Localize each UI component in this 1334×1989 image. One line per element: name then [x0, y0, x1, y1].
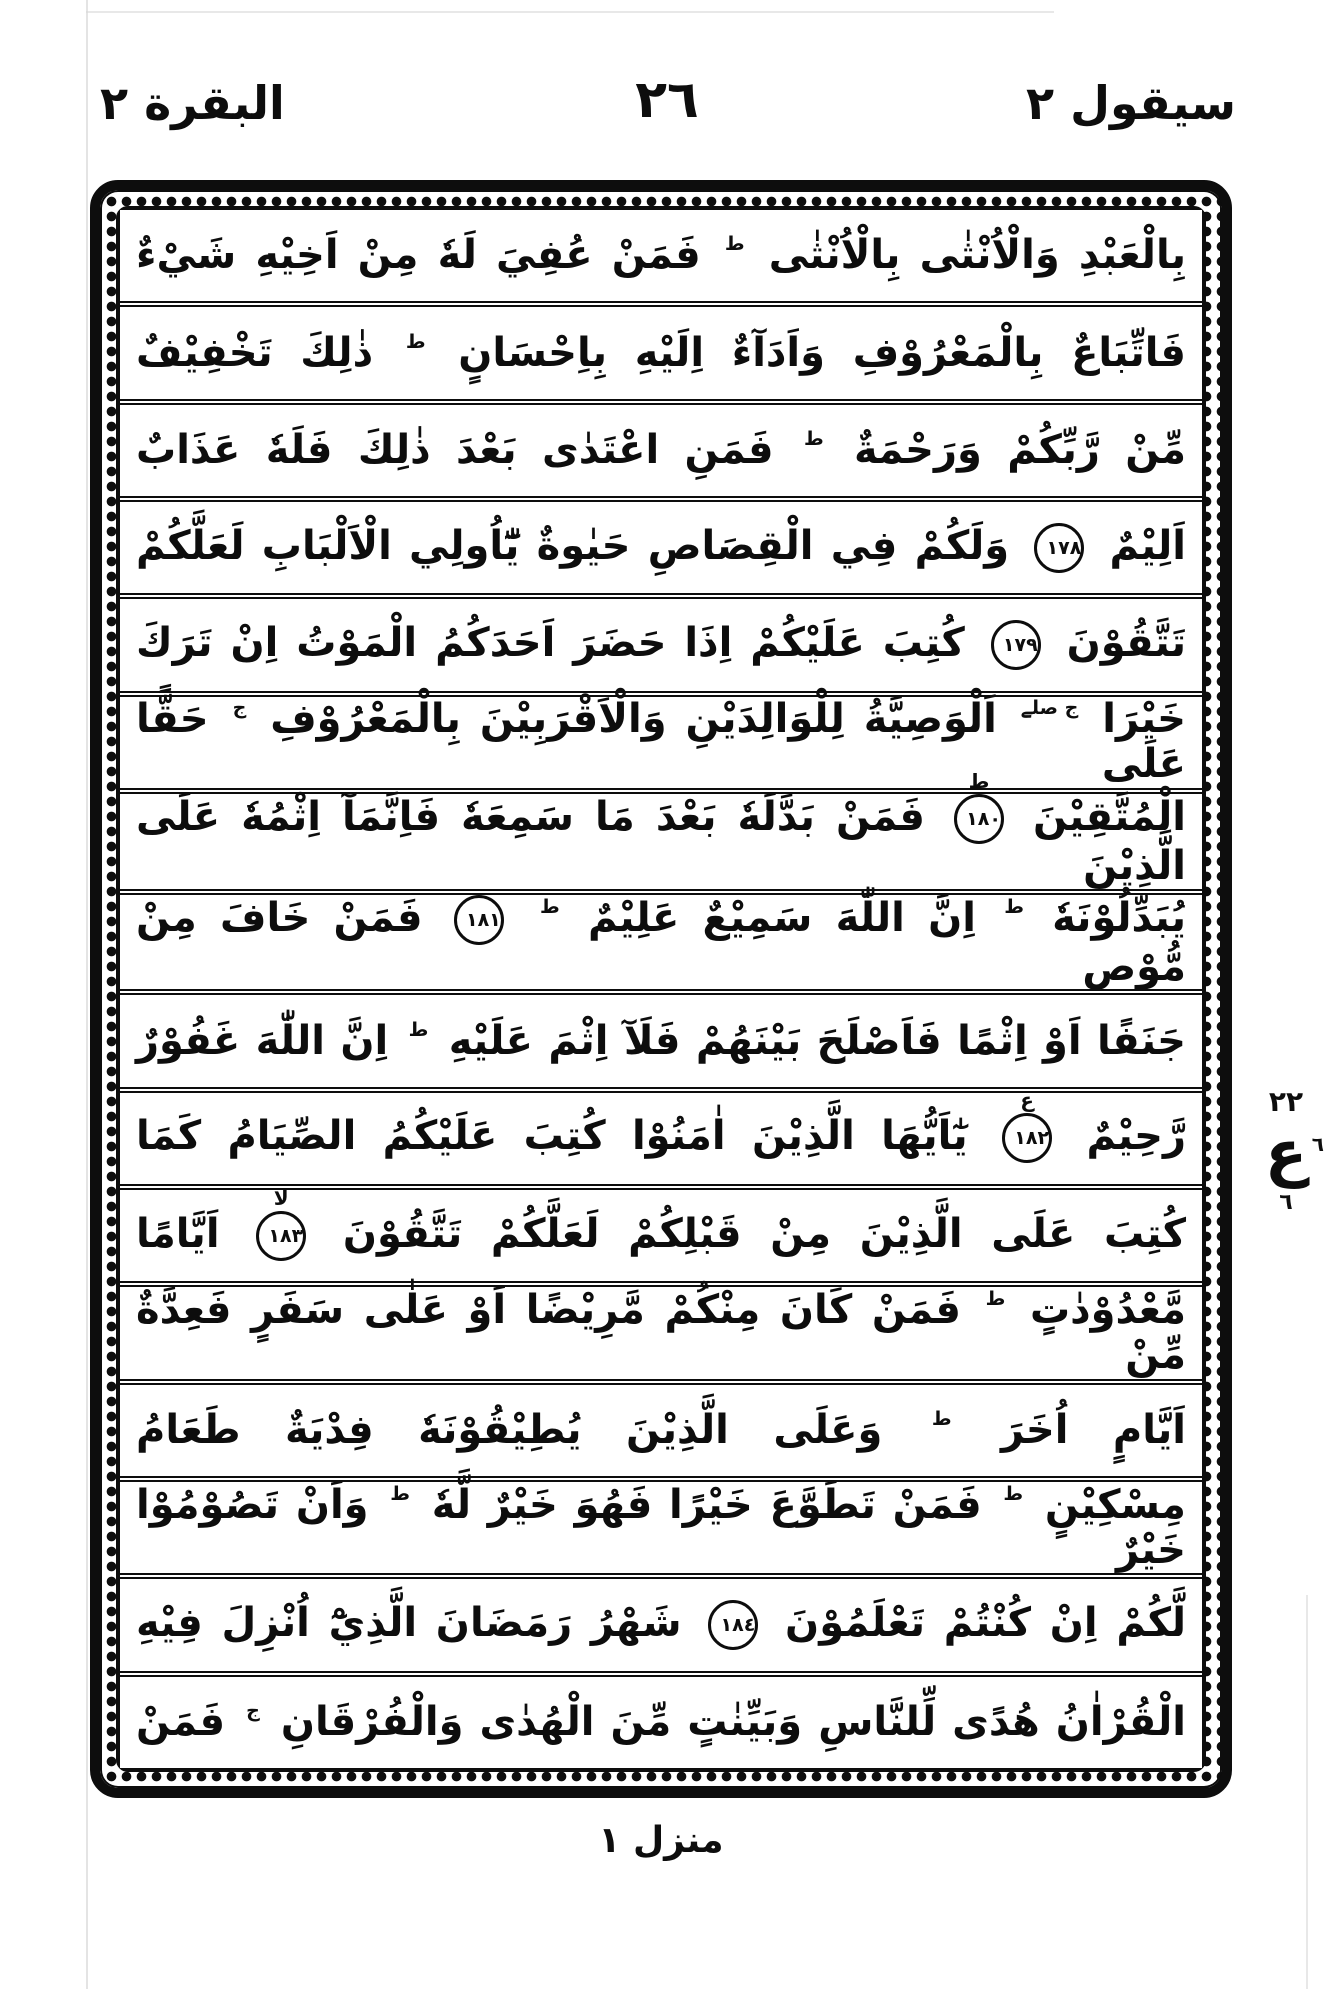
ayah-pause-mark: ط	[968, 768, 990, 793]
pause-mark: ط	[1004, 895, 1024, 918]
ruku-number-middle: ٦	[1311, 1132, 1324, 1156]
ayah-text: يٰٓاَيُّهَا الَّذِيْنَ اٰمَنُوْا كُتِبَ عَلَيْكُمُ الصِّيَامُ كَمَا	[136, 1113, 968, 1160]
pause-mark: ط	[985, 1288, 1006, 1311]
page-edge-line-right	[1306, 1595, 1308, 1989]
pause-mark: ط	[390, 1482, 411, 1505]
pause-mark: ط	[1003, 1482, 1024, 1505]
pause-mark: ط	[405, 330, 426, 353]
ayah-text: خَيْرَا	[1102, 696, 1186, 743]
quran-line	[120, 399, 1202, 496]
ayah-text: شَهْرُ رَمَضَانَ الَّذِيْٓ اُنْزِلَ فِيْهِ	[136, 1600, 682, 1646]
ayah-text: فَمَنْ خَافَ مِنْ مُّوْصٍ	[136, 894, 1186, 990]
manzil-label: منزل ١	[598, 1820, 724, 1861]
ruku-margin-marker	[1240, 1085, 1332, 1215]
ayah-text: الْقُرْاٰنُ هُدًى لِّلنَّاسِ وَبَيِّنٰتٍ مِّنَ الْهُدٰى وَالْفُرْقَانِ	[280, 1698, 1186, 1745]
inner-border-frame	[116, 206, 1206, 1772]
decorative-border-frame	[90, 180, 1232, 1798]
ayah-text: فَمَنْ كَانَ مِنْكُمْ مَّرِيْضًا اَوْ عَلٰى سَفَرٍ فَعِدَّةٌ مِّنْ	[136, 1287, 1186, 1379]
quran-text-block	[120, 210, 1202, 1768]
page-edge-line-left	[86, 0, 88, 1989]
pause-mark: ج صلے	[1020, 697, 1079, 720]
ayah-number: ١٨١	[465, 908, 501, 931]
pause-mark: ج	[232, 697, 247, 720]
pause-mark: ط	[724, 233, 745, 256]
quran-line	[120, 1476, 1202, 1573]
pause-mark: ط	[540, 895, 560, 918]
ayah-text: اَيَّامًا	[136, 1210, 220, 1257]
ayah-end-marker	[454, 895, 504, 945]
quran-line	[120, 1184, 1202, 1281]
ruku-ain-group	[1240, 1118, 1332, 1192]
ayah-text: فَمَنْ تَطَوَّعَ خَيْرًا فَهُوَ خَيْرٌ لَّهٗ	[431, 1481, 982, 1528]
pause-mark: ط	[803, 427, 824, 450]
ayah-number: ١٨٠	[966, 807, 1001, 830]
ayah-text: اَلِيْمٌ	[1109, 522, 1186, 569]
pause-mark: ط	[408, 1018, 429, 1041]
quran-line	[120, 889, 1202, 990]
ayah-text: بِالْعَبْدِ وَالْاُنْثٰى بِالْاُنْثٰى	[768, 232, 1186, 279]
ayah-text: كُتِبَ عَلَيْكُمْ اِذَا حَضَرَ اَحَدَكُمُ الْمَوْتُ اِنْ تَرَكَ	[136, 619, 965, 666]
ayah-end-marker	[256, 1185, 306, 1261]
ayah-text: اَيَّامٍ اُخَرَ	[1001, 1406, 1186, 1453]
ayah-text: جَنَفًا اَوْ اِثْمًا فَاَصْلَحَ بَيْنَهُمْ فَلَآ اِثْمَ عَلَيْهِ	[448, 1017, 1186, 1064]
ayah-text: رَّحِيْمٌ	[1086, 1113, 1186, 1160]
ayah-end-marker	[1002, 1088, 1052, 1163]
ayah-text: يُبَدِّلُوْنَهٗ	[1052, 894, 1186, 941]
ayah-pause-mark: لا	[273, 1185, 289, 1210]
ayah-text: وَعَلَى الَّذِيْنَ يُطِيْقُوْنَهٗ فِدْيَةٌ طَعَامُ	[136, 1406, 883, 1453]
ayah-text: كُتِبَ عَلَى الَّذِيْنَ مِنْ قَبْلِكُمْ لَعَلَّكُمْ تَتَّقُوْنَ	[342, 1210, 1186, 1257]
ruku-number-top: ٢٢	[1268, 1085, 1304, 1118]
quran-line	[120, 768, 1202, 889]
ayah-text: اِنَّ اللّٰهَ غَفُوْرٌ	[136, 1017, 389, 1064]
ayah-text: وَاَنْ تَصُوْمُوْا خَيْرٌ	[136, 1481, 1186, 1573]
ayah-end-marker	[991, 620, 1041, 670]
page-number: ٢٦	[635, 70, 699, 130]
quran-line	[120, 210, 1202, 301]
ayah-text: مَّعْدُوْدٰتٍ	[1029, 1287, 1186, 1334]
ayah-text: الْمُتَّقِيْنَ	[1032, 793, 1186, 840]
ayah-text: اِنَّ اللّٰهَ سَمِيْعٌ عَلِيْمٌ	[587, 894, 976, 941]
ayah-text: فَاتِّبَاعٌ بِالْمَعْرُوْفِ وَاَدَآءٌ اِلَيْهِ بِاِحْسَانٍ	[458, 329, 1186, 376]
ayah-number: ١٧٩	[1002, 633, 1038, 656]
quran-line	[120, 593, 1202, 690]
pause-mark: ج	[246, 1699, 260, 1722]
quran-line	[120, 691, 1202, 788]
ayah-text: مِسْكِيْنٍ	[1044, 1481, 1186, 1528]
quran-line	[120, 1379, 1202, 1476]
quran-line	[120, 989, 1202, 1086]
ayah-text: مِّنْ رَّبِّكُمْ وَرَحْمَةٌ	[854, 426, 1187, 473]
ayah-text: فَمَنْ عُفِيَ لَهٗ مِنْ اَخِيْهِ شَيْءٌ	[136, 232, 701, 279]
ayah-pause-mark: ع	[1020, 1088, 1034, 1113]
quran-line	[120, 1671, 1202, 1768]
ayah-number: ١٨٤	[720, 1614, 756, 1636]
ayah-text: لَّكُمْ اِنْ كُنْتُمْ تَعْلَمُوْنَ	[785, 1600, 1187, 1646]
quran-line	[120, 1087, 1202, 1184]
ayah-text: تَتَّقُوْنَ	[1066, 619, 1186, 666]
ayah-end-marker	[1034, 523, 1084, 573]
page-edge-line-top	[86, 11, 1054, 13]
ayah-text: فَمَنْ بَدَّلَهٗ بَعْدَ مَا سَمِعَهٗ فَاِنَّمَآ اِثْمُهٗ عَلَى الَّذِيْنَ	[136, 793, 1186, 889]
ayah-number: ١٨٢	[1014, 1127, 1050, 1150]
ayah-text: فَمَنِ اعْتَدٰى بَعْدَ ذٰلِكَ فَلَهٗ عَذَابٌ	[136, 426, 774, 473]
ayah-end-marker	[954, 768, 1004, 844]
quran-line	[120, 496, 1202, 593]
ruku-ain-letter: ع	[1264, 1116, 1308, 1189]
ruku-number-bottom: ٦	[1279, 1190, 1293, 1215]
ayah-number: ١٨٣	[268, 1224, 304, 1247]
ayah-text: ذٰلِكَ تَخْفِيْفٌ	[136, 329, 374, 376]
ayah-number: ١٧٨	[1046, 536, 1082, 559]
pause-mark: ط	[931, 1407, 952, 1430]
quran-line	[120, 301, 1202, 398]
ayah-text: فَمَنْ	[136, 1698, 226, 1745]
quran-line	[120, 1281, 1202, 1378]
juz-name-label: سيقول ٢	[1026, 76, 1236, 130]
surah-name-label: البقرة ٢	[100, 76, 285, 130]
ayah-end-marker	[708, 1600, 758, 1650]
ayah-text: وَلَكُمْ فِي الْقِصَاصِ حَيٰوةٌ يّٰٓاُولِي الْاَلْبَابِ لَعَلَّكُمْ	[136, 522, 1010, 569]
quran-line	[120, 1573, 1202, 1670]
ayah-text: حَقًّا عَلَى	[136, 696, 1186, 788]
ayah-text: اَلْوَصِيَّةُ لِلْوَالِدَيْنِ وَالْاَقْرَبِيْنَ بِالْمَعْرُوْفِ	[270, 696, 997, 743]
